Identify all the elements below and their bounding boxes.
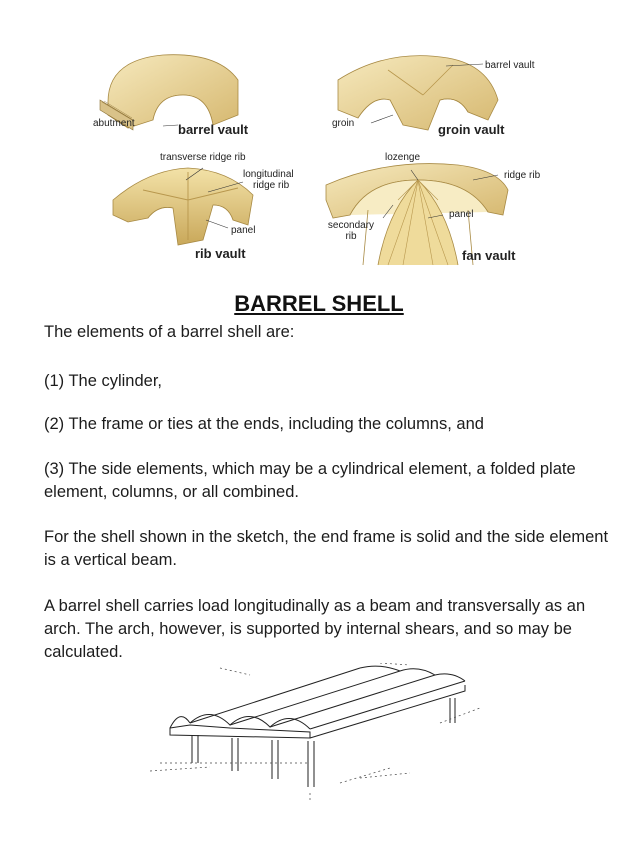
label-transverse-ridge-rib: transverse ridge rib: [160, 152, 246, 163]
label-lozenge: lozenge: [385, 152, 421, 163]
caption-rib-vault: rib vault: [195, 246, 246, 261]
caption-barrel-vault: barrel vault: [178, 122, 249, 137]
label-abutment: abutment: [93, 118, 135, 129]
paragraph-item-2: (2) The frame or ties at the ends, including the columns, and: [44, 415, 484, 433]
paragraph-item-1: (1) The cylinder,: [44, 372, 162, 390]
label-panel-left: panel: [231, 225, 256, 236]
paragraph-intro: The elements of a barrel shell are:: [44, 323, 295, 341]
page-title: BARREL SHELL: [234, 291, 404, 316]
label-ridge-rib-left: ridge rib: [253, 180, 290, 191]
label-ridge-rib-right: ridge rib: [504, 170, 541, 181]
paragraph-item-3: (3) The side elements, which may be a cylindrical element, a folded plate element, columns, or all combined.: [44, 460, 576, 501]
barrel-shell-sketch: [150, 663, 480, 803]
vault-types-figure: [88, 40, 568, 272]
groin-vault-drawing: [338, 56, 498, 130]
label-panel-right: panel: [449, 209, 474, 220]
caption-groin-vault: groin vault: [438, 122, 505, 137]
caption-fan-vault: fan vault: [462, 248, 516, 263]
label-barrel-vault-pointer: barrel vault: [485, 60, 535, 71]
label-groin: groin: [332, 118, 355, 129]
label-longitudinal: longitudinal: [243, 169, 294, 180]
paragraph-sketch-note: For the shell shown in the sketch, the end frame is solid and the side element is a vertical beam.: [44, 528, 609, 569]
label-secondary: secondary: [327, 220, 375, 231]
barrel-shell-illustration: [150, 663, 480, 803]
label-rib: rib: [345, 231, 357, 242]
paragraph-load-description: A barrel shell carries load longitudinally as a beam and transversally as an arch. The arch, however, is supported by internal shears, and so may be calculated.: [44, 597, 586, 661]
